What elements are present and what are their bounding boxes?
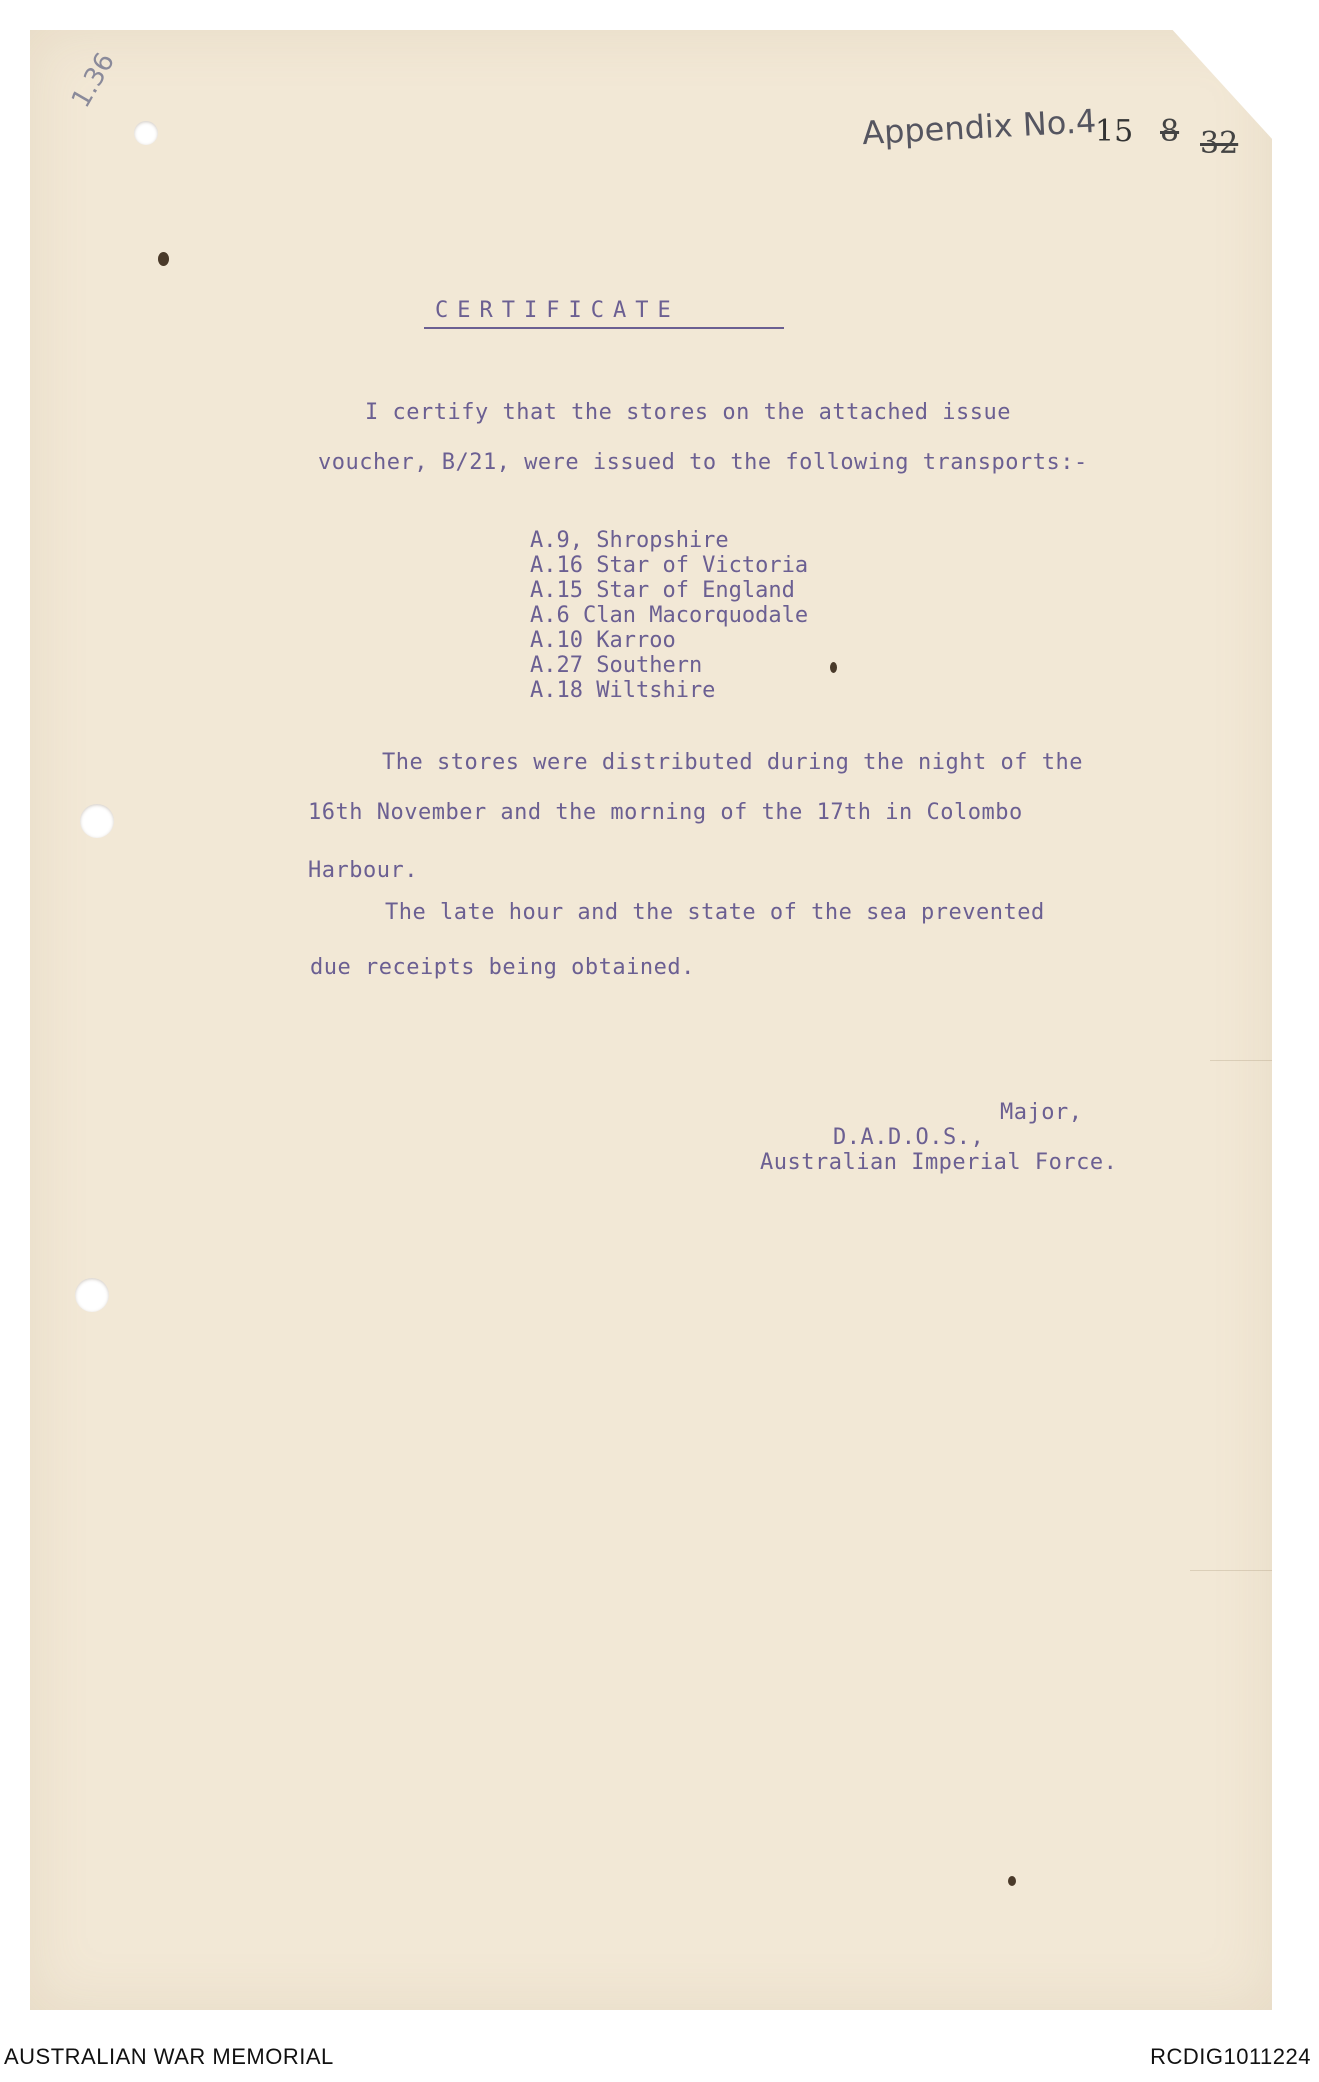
paragraph2-line3: Harbour. (308, 858, 418, 883)
paragraph1-line2: voucher, B/21, were issued to the following transports:- (318, 450, 1088, 475)
fold-line-lower (1190, 1570, 1272, 1571)
transport-item: A.18 Wiltshire (530, 678, 716, 703)
ink-speck (158, 252, 169, 266)
transport-item: A.9, Shropshire (530, 528, 729, 553)
transport-item: A.27 Southern (530, 653, 703, 678)
paragraph2-line2: 16th November and the morning of the 17th in Colombo (308, 800, 1023, 825)
transport-item: A.6 Clan Macorquodale (530, 603, 809, 628)
ink-speck (1008, 1876, 1016, 1886)
transport-item: A.10 Karroo (530, 628, 676, 653)
footer-reference: RCDIG1011224 (1150, 2044, 1311, 2069)
paragraph1-line1: I certify that the stores on the attached issue (365, 400, 1012, 425)
transport-item: A.15 Star of England (530, 578, 795, 603)
paragraph2-line1: The stores were distributed during the night of the (382, 750, 1084, 775)
paragraph3-line1: The late hour and the state of the sea prevented (385, 900, 1045, 925)
punch-hole-bottom (75, 1278, 109, 1312)
heading-underline (424, 327, 784, 329)
signature-title: D.A.D.O.S., (833, 1125, 985, 1150)
transport-item: A.16 Star of Victoria (530, 553, 809, 578)
punch-hole-top (134, 121, 158, 145)
struck-number-2: 32 (1200, 126, 1239, 161)
certificate-heading: CERTIFICATE (435, 298, 680, 323)
struck-number-1: 8 (1160, 114, 1180, 149)
pencil-folio-number: 1.36 (66, 47, 121, 113)
signature-unit: Australian Imperial Force. (760, 1150, 1118, 1175)
punch-hole-middle (80, 804, 114, 838)
signature-rank: Major, (1000, 1100, 1083, 1125)
ink-speck (830, 662, 837, 673)
paragraph3-line2: due receipts being obtained. (310, 955, 695, 980)
page-number: 15 (1095, 114, 1134, 149)
appendix-label: Appendix No.4 (861, 101, 1098, 153)
fold-line-upper (1210, 1060, 1272, 1061)
footer-source: AUSTRALIAN WAR MEMORIAL (4, 2044, 334, 2069)
